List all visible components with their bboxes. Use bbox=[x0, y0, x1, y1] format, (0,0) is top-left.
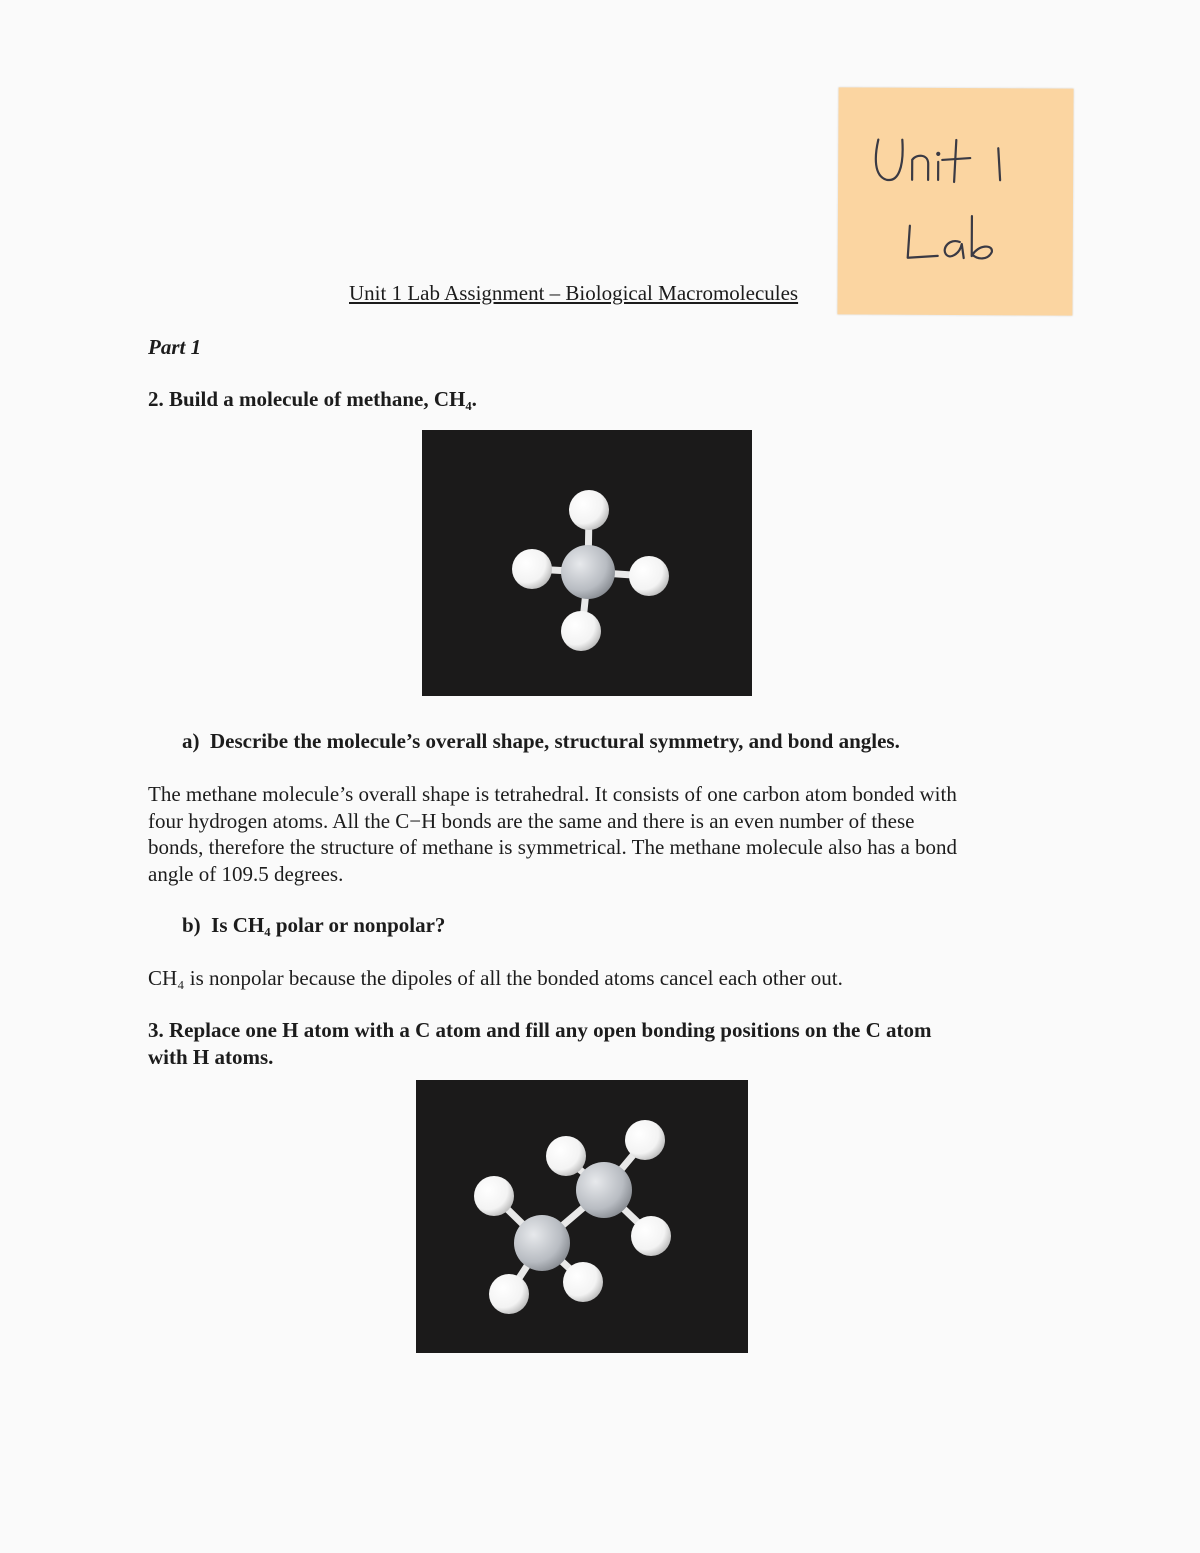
part-label: Part 1 bbox=[148, 335, 202, 359]
methane-model-image bbox=[422, 430, 752, 696]
question-2a-answer bbox=[148, 781, 957, 887]
question-2-prompt: 2. Build a molecule of methane, CH₄. bbox=[148, 387, 477, 411]
page-title: Unit 1 Lab Assignment – Biological Macromolecules bbox=[349, 281, 799, 305]
answer-line: bonds, therefore the structure of methane is symmetrical. The methane molecule also has a bond bbox=[148, 835, 958, 859]
question-2a-prompt: a) Describe the molecule’s overall shape, structural symmetry, and bond angles. bbox=[182, 729, 900, 753]
prompt-line: with H atoms. bbox=[148, 1045, 274, 1069]
answer-line: four hydrogen atoms. All the C−H bonds are the same and there is an even number of these bbox=[148, 808, 915, 833]
answer-line: The methane molecule’s overall shape is tetrahedral. It consists of one carbon atom bonded with bbox=[148, 782, 957, 806]
answer-line: angle of 109.5 degrees. bbox=[148, 861, 344, 886]
ethane-ball-and-stick-model-icon bbox=[416, 1080, 748, 1353]
question-3-prompt bbox=[148, 1017, 932, 1071]
sticky-note bbox=[837, 87, 1073, 315]
ethane-model-image bbox=[416, 1080, 748, 1353]
methane-ball-and-stick-model-icon bbox=[422, 430, 752, 696]
question-2b-answer: CH₄ is nonpolar because the dipoles of all the bonded atoms cancel each other out. bbox=[148, 966, 843, 990]
question-2b-prompt: b) Is CH₄ polar or nonpolar? bbox=[182, 913, 446, 937]
handwritten-sticky-note-text bbox=[837, 87, 1073, 315]
prompt-line: 3. Replace one H atom with a C atom and fill any open bonding positions on the C atom bbox=[148, 1018, 932, 1042]
